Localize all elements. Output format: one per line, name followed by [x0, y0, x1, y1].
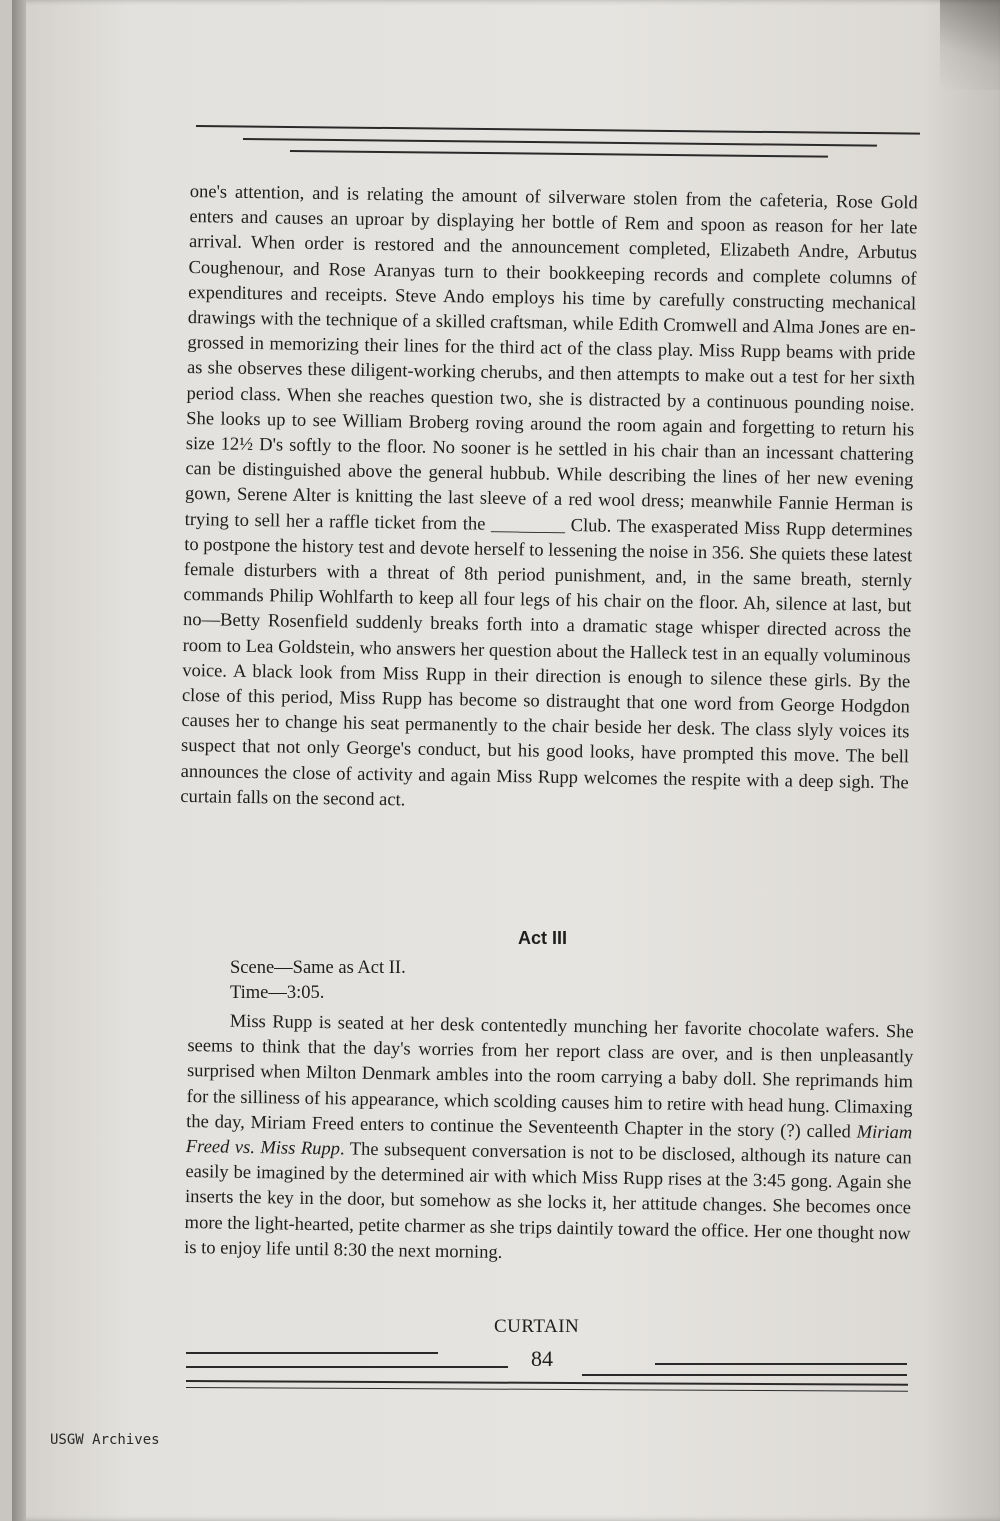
page-corner-shadow	[940, 0, 1000, 90]
act-three-paragraph	[184, 1009, 914, 1272]
act-two-paragraph: one's attention, and is relating the amount of silverware stolen from the cafeteria, Rose Gold enters and causes an uproar by displaying her bottle of Rem and spoon as reason for her late arrival. When order is restored and the announcement completed, Elizabeth Andre, Arbutus Coughenour, and Rose Aranyas turn to their bookkeeping records and complete columns of expenditures and receipts. Steve Ando employs his time by carefully constructing mechanical drawings with the technique of a skilled craftsman, while Edith Cromwell and Alma Jones are engrossed in memorizing their lines for the third act of the class play. Miss Rupp beams with pride as she observes these diligent-working cherubs, and then attempts to make out a test for her sixth period class. When she reaches question two, she is distracted by a continuous pounding noise. She looks up to see William Broberg roving around the room again and forgetting to return his size 12½ D's softly to the floor. No sooner is he settled in his chair than an incessant chattering can be distinguished above the general hubbub. While describing the lines of her new evening gown, Serene Alter is knitting the last sleeve of a red wool dress; meanwhile Fannie Herman is trying to sell her a raffle ticket from the ________ Club. The exasperated Miss Rupp determines to postpone the history test and devote herself to lessening the noise in 356. She quiets these latest female disturbers with a threat of 8th period punishment, and, in the same breath, sternly commands Philip Wohlfarth to keep all four legs of his chair on the floor. Ah, silence at last, but no—Betty Rosenfield suddenly breaks forth into a dramatic stage whisper directed across the room to Lea Goldstein, who answers her question about the Halleck test in an equally voluminous voice. A black look from Miss Rupp in their direction is enough to silence these girls. By the close of this period, Miss Rupp has become so distraught that one word from George Hodgdon causes her to change his seat permanently to the chair beside her desk. The class slyly voices its suspect that not only George's conduct, but his good looks, have prompted this move. The bell announces the close of activity and again Miss Rupp welcomes the respite with a deep sigh. The curtain falls on the second act.	[180, 181, 918, 811]
story-title: Miriam Freed vs. Miss Rupp	[185, 1122, 913, 1160]
paragraph-text-start: Miss Rupp is seated at her desk contentedly munching her favorite chocolate wafers. She seems to think that the day's worries from her report class are over, and is then unpleasantly surprised when Milton Denmark ambles into the room carrying a baby doll. She reprimands him for the silliness of his appearance, which scolding causes him to retire with head hung. Climaxing the day, Miriam Freed enters to continue the Seventeenth Chapter in the story (?) called	[186, 1011, 914, 1143]
page-number: 84	[531, 1346, 553, 1371]
bottom-rule-right-1	[655, 1363, 907, 1365]
bottom-rule-left-1	[186, 1352, 438, 1354]
archive-watermark: USGW Archives	[50, 1432, 160, 1448]
paragraph-text-end: . The subsequent conversation is not to be disclosed, although its nature can easily be imagined by the determined air with which Miss Rupp rises at the 3:45 gong. Again she inserts the key in the door, but somehow as she locks it, her attitude changes. She becomes once more the light-hearted, petite charmer as she trips daintily toward the office. Her one thought now is to enjoy life until 8:30 the next morning.	[184, 1139, 912, 1263]
bottom-rule-left-2	[186, 1366, 508, 1368]
time-line: Time—3:05.	[230, 983, 325, 1003]
bottom-rule-right-2	[582, 1374, 907, 1376]
scene-line: Scene—Same as Act II.	[230, 958, 406, 978]
act-three-heading: Act III	[518, 928, 568, 948]
page-binding-edge	[12, 0, 26, 1521]
curtain-label: CURTAIN	[494, 1316, 580, 1337]
